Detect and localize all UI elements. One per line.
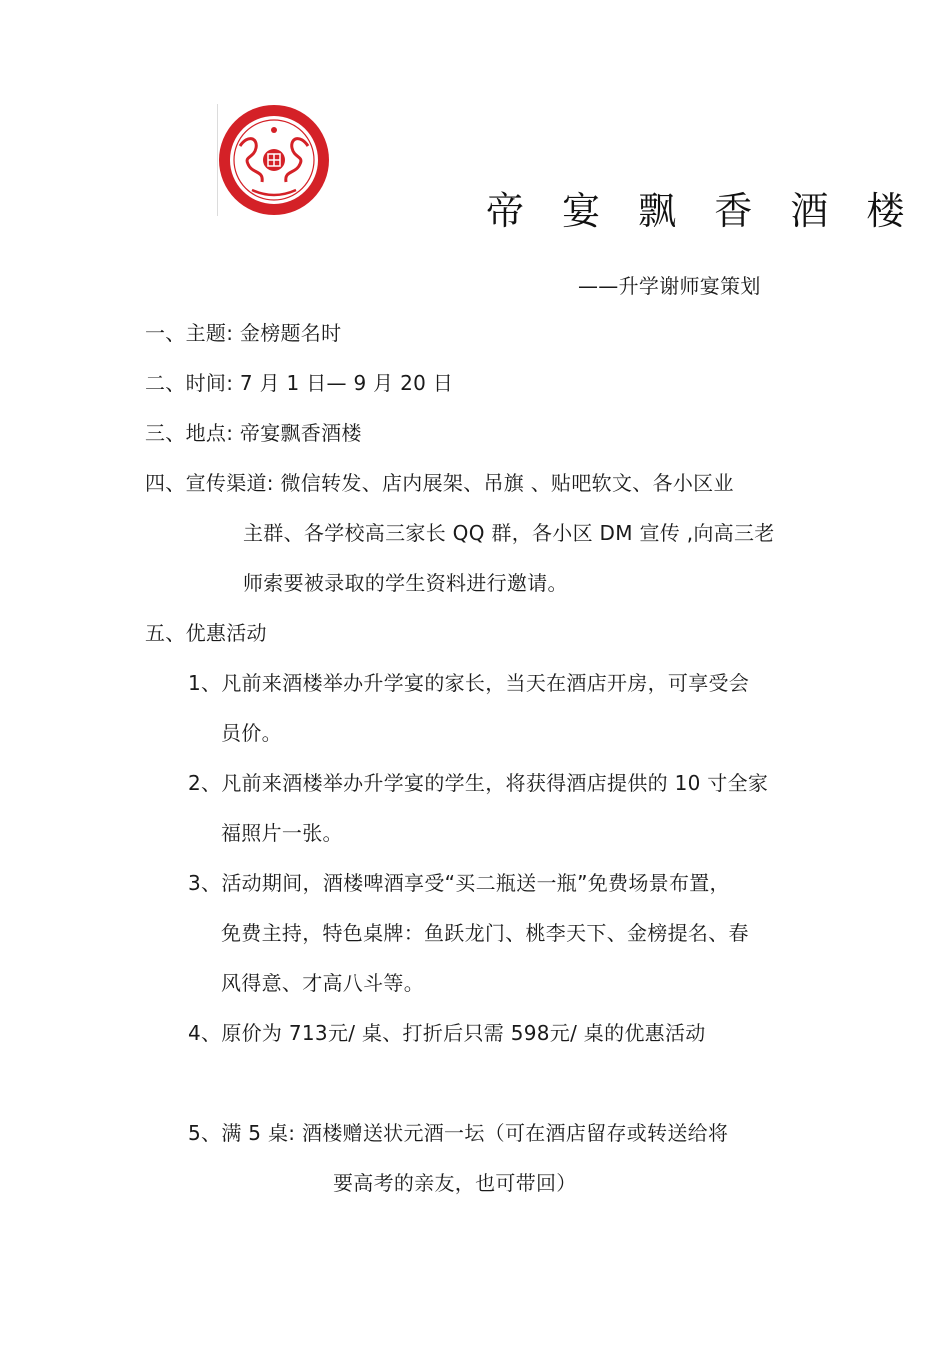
section-promo-line-2: 主群、各学校高三家长 QQ 群，各小区 DM 宣传 ,向高三老 — [243, 521, 775, 545]
offer-5-line-2: 要高考的亲友，也可带回） — [333, 1171, 577, 1195]
section-theme: 一、主题: 金榜题名时 — [145, 321, 342, 345]
section-place: 三、地点: 帝宴飘香酒楼 — [145, 421, 362, 445]
offer-2-line-2: 福照片一张。 — [221, 821, 343, 845]
section-promo-line-1: 四、宣传渠道: 微信转发、店内展架、吊旗 、贴吧软文、各小区业 — [145, 471, 734, 495]
section-time: 二、时间: 7 月 1 日— 9 月 20 日 — [145, 371, 454, 395]
section-promo-line-3: 师索要被录取的学生资料进行邀请。 — [243, 571, 568, 595]
offer-3-line-3: 风得意、才高八斗等。 — [221, 971, 424, 995]
logo-seal-icon — [218, 104, 330, 216]
section-offers-heading: 五、优惠活动 — [145, 621, 267, 645]
offer-4-line-1: 4、原价为 713元/ 桌、打折后只需 598元/ 桌的优惠活动 — [188, 1021, 706, 1045]
offer-1-line-1: 1、凡前来酒楼举办升学宴的家长，当天在酒店开房，可享受会 — [188, 671, 750, 695]
offer-2-line-1: 2、凡前来酒楼举办升学宴的学生，将获得酒店提供的 10 寸全家 — [188, 771, 769, 795]
page-subtitle: ——升学谢师宴策划 — [578, 274, 761, 298]
offer-5-line-1: 5、满 5 桌: 酒楼赠送状元酒一坛（可在酒店留存或转送给将 — [188, 1121, 729, 1145]
offer-3-line-2: 免费主持，特色桌牌：鱼跃龙门、桃李天下、金榜提名、春 — [221, 921, 749, 945]
offer-3-line-1: 3、活动期间，酒楼啤酒享受“买二瓶送一瓶”免费场景布置， — [188, 871, 730, 895]
page-title: 帝 宴 飘 香 酒 楼 — [486, 189, 918, 233]
restaurant-logo — [217, 104, 330, 216]
offer-1-line-2: 员价。 — [221, 721, 282, 745]
